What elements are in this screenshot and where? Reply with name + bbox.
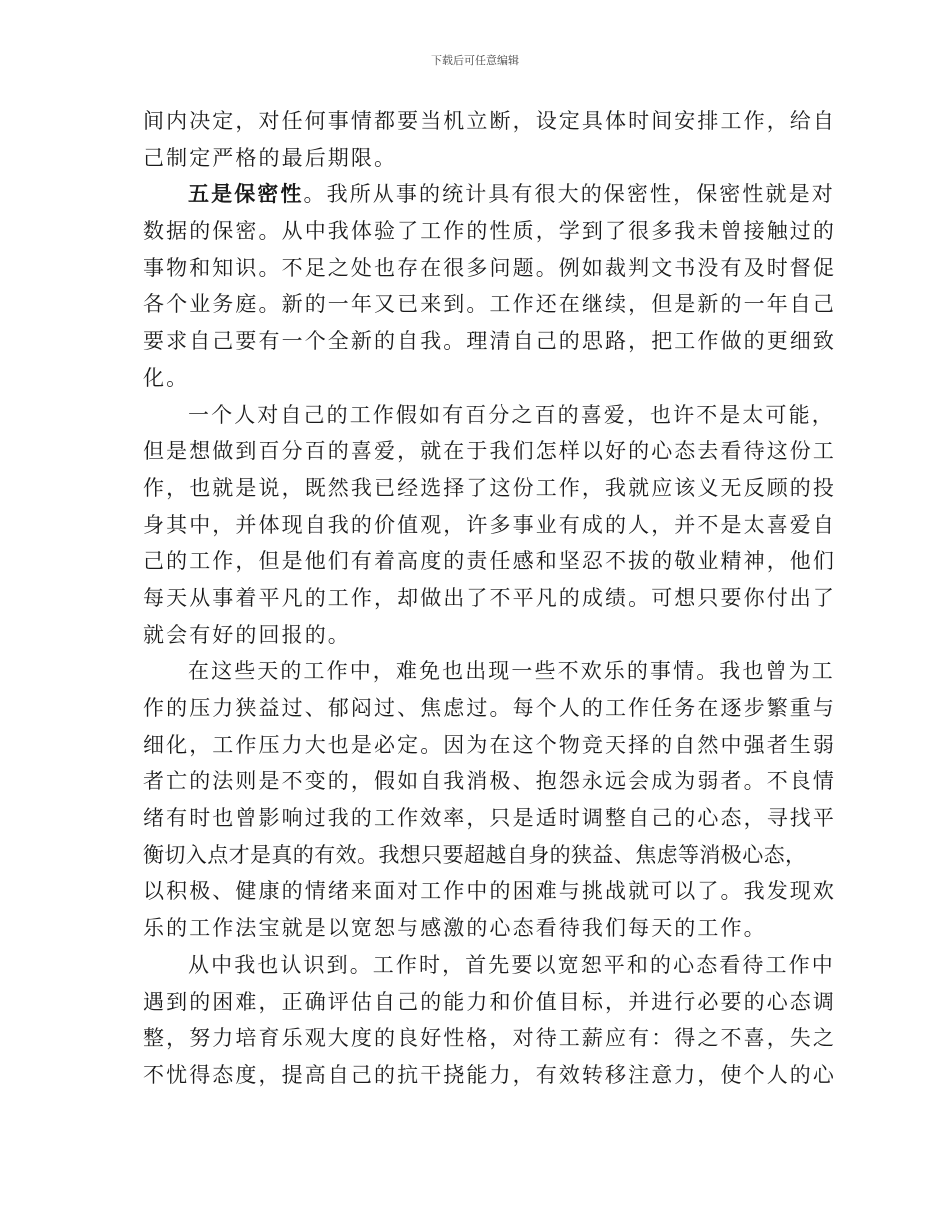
line-text: 每天从事着平凡的工作，却做出了不平凡的成绩。可想只要你付出了 (143, 585, 836, 610)
text-line (143, 873, 836, 910)
text-line (143, 470, 836, 507)
text-line (143, 397, 835, 434)
text-line (143, 837, 818, 874)
text-line (143, 910, 818, 947)
text-line (143, 543, 836, 580)
text-line (143, 286, 836, 323)
line-text: 细化，工作压力大也是必定。因为在这个物竞天择的自然中强者生弱 (143, 732, 836, 757)
text-line (143, 653, 835, 690)
text-line (143, 213, 836, 250)
text-line (143, 580, 836, 617)
line-text: 间内决定，对任何事情都要当机立断，设定具体时间安排工作，给自 (143, 109, 836, 133)
line-text: 从中我也认识到。工作时，首先要以宽恕平和的心态看待工作中 (188, 952, 835, 977)
page-header: 下载后可任意编辑 (431, 54, 519, 67)
text-line (143, 250, 836, 287)
line-text: 己的工作，但是他们有着高度的责任感和坚忍不拔的敬业精神，他们 (143, 549, 836, 574)
line-text: 者亡的法则是不变的，假如自我消极、抱怨永远会成为弱者。不良情 (143, 769, 836, 794)
line-text: 数据的保密。从中我体验了工作的性质，学到了很多我未曾接触过的 (143, 219, 836, 244)
text-line (143, 727, 836, 764)
line-text: 不忧得态度，提高自己的抗干挠能力，有效转移注意力，使个人的心 (143, 1062, 836, 1087)
line-text: 一个人对自己的工作假如有百分之百的喜爱，也许不是太可能， (188, 402, 835, 427)
line-text: 要求自己要有一个全新的自我。理清自己的思路，把工作做的更细致 (143, 329, 836, 354)
line-text: 作的压力狭益过、郁闷过、焦虑过。每个人的工作任务在逐步繁重与 (143, 696, 836, 720)
line-text: 衡切入点才是真的有效。我想只要超越自身的狭益、焦虑等消极心态， (143, 842, 807, 867)
line-text: 遇到的困难，正确评估自己的能力和价值目标，并进行必要的心态调 (143, 989, 836, 1014)
text-line (143, 690, 836, 727)
line-text: 。我所从事的统计具有很大的保密性，保密性就是对 (303, 182, 835, 207)
text-line (143, 947, 835, 984)
text-line (143, 984, 836, 1021)
text-line (143, 800, 836, 837)
text-line (143, 103, 836, 140)
line-text: 各个业务庭。新的一年又已来到。工作还在继续，但是新的一年自己 (143, 292, 836, 317)
text-line (143, 140, 818, 177)
line-text: 整，努力培育乐观大度的良好性格，对待工薪应有：得之不喜，失之 (143, 1026, 836, 1051)
text-line (143, 763, 836, 800)
line-text: 事物和知识。不足之处也存在很多问题。例如裁判文书没有及时督促 (143, 255, 836, 280)
line-text: 就会有好的回报的。 (143, 622, 351, 647)
text-line (143, 360, 818, 397)
text-line (143, 617, 818, 654)
document-body (143, 103, 836, 1094)
line-text: 在这些天的工作中，难免也出现一些不欢乐的事情。我也曾为工 (188, 659, 835, 684)
text-line (143, 176, 835, 213)
line-text: 绪有时也曾影响过我的工作效率，只是适时调整自己的心态，寻找平 (143, 806, 836, 831)
line-text: 身其中，并体现自我的价值观，许多事业有成的人，并不是太喜爱自 (143, 512, 836, 537)
bold-heading: 五是保密性 (188, 181, 304, 207)
text-line (143, 323, 836, 360)
text-line (143, 433, 836, 470)
line-text: 但是想做到百分百的喜爱，就在于我们怎样以好的心态去看待这份工 (143, 439, 836, 464)
line-text: 己制定严格的最后期限。 (143, 145, 398, 170)
text-line (143, 1020, 836, 1057)
line-text: 乐的工作法宝就是以宽恕与感激的心态看待我们每天的工作。 (143, 916, 767, 941)
line-text: 化。 (143, 365, 190, 390)
text-line (143, 1057, 836, 1094)
text-line (143, 507, 836, 544)
line-text: 作，也就是说，既然我已经选择了这份工作，我就应该义无反顾的投 (143, 475, 836, 500)
line-text: 以积极、健康的情绪来面对工作中的困难与挑战就可以了。我发现欢 (143, 879, 836, 904)
